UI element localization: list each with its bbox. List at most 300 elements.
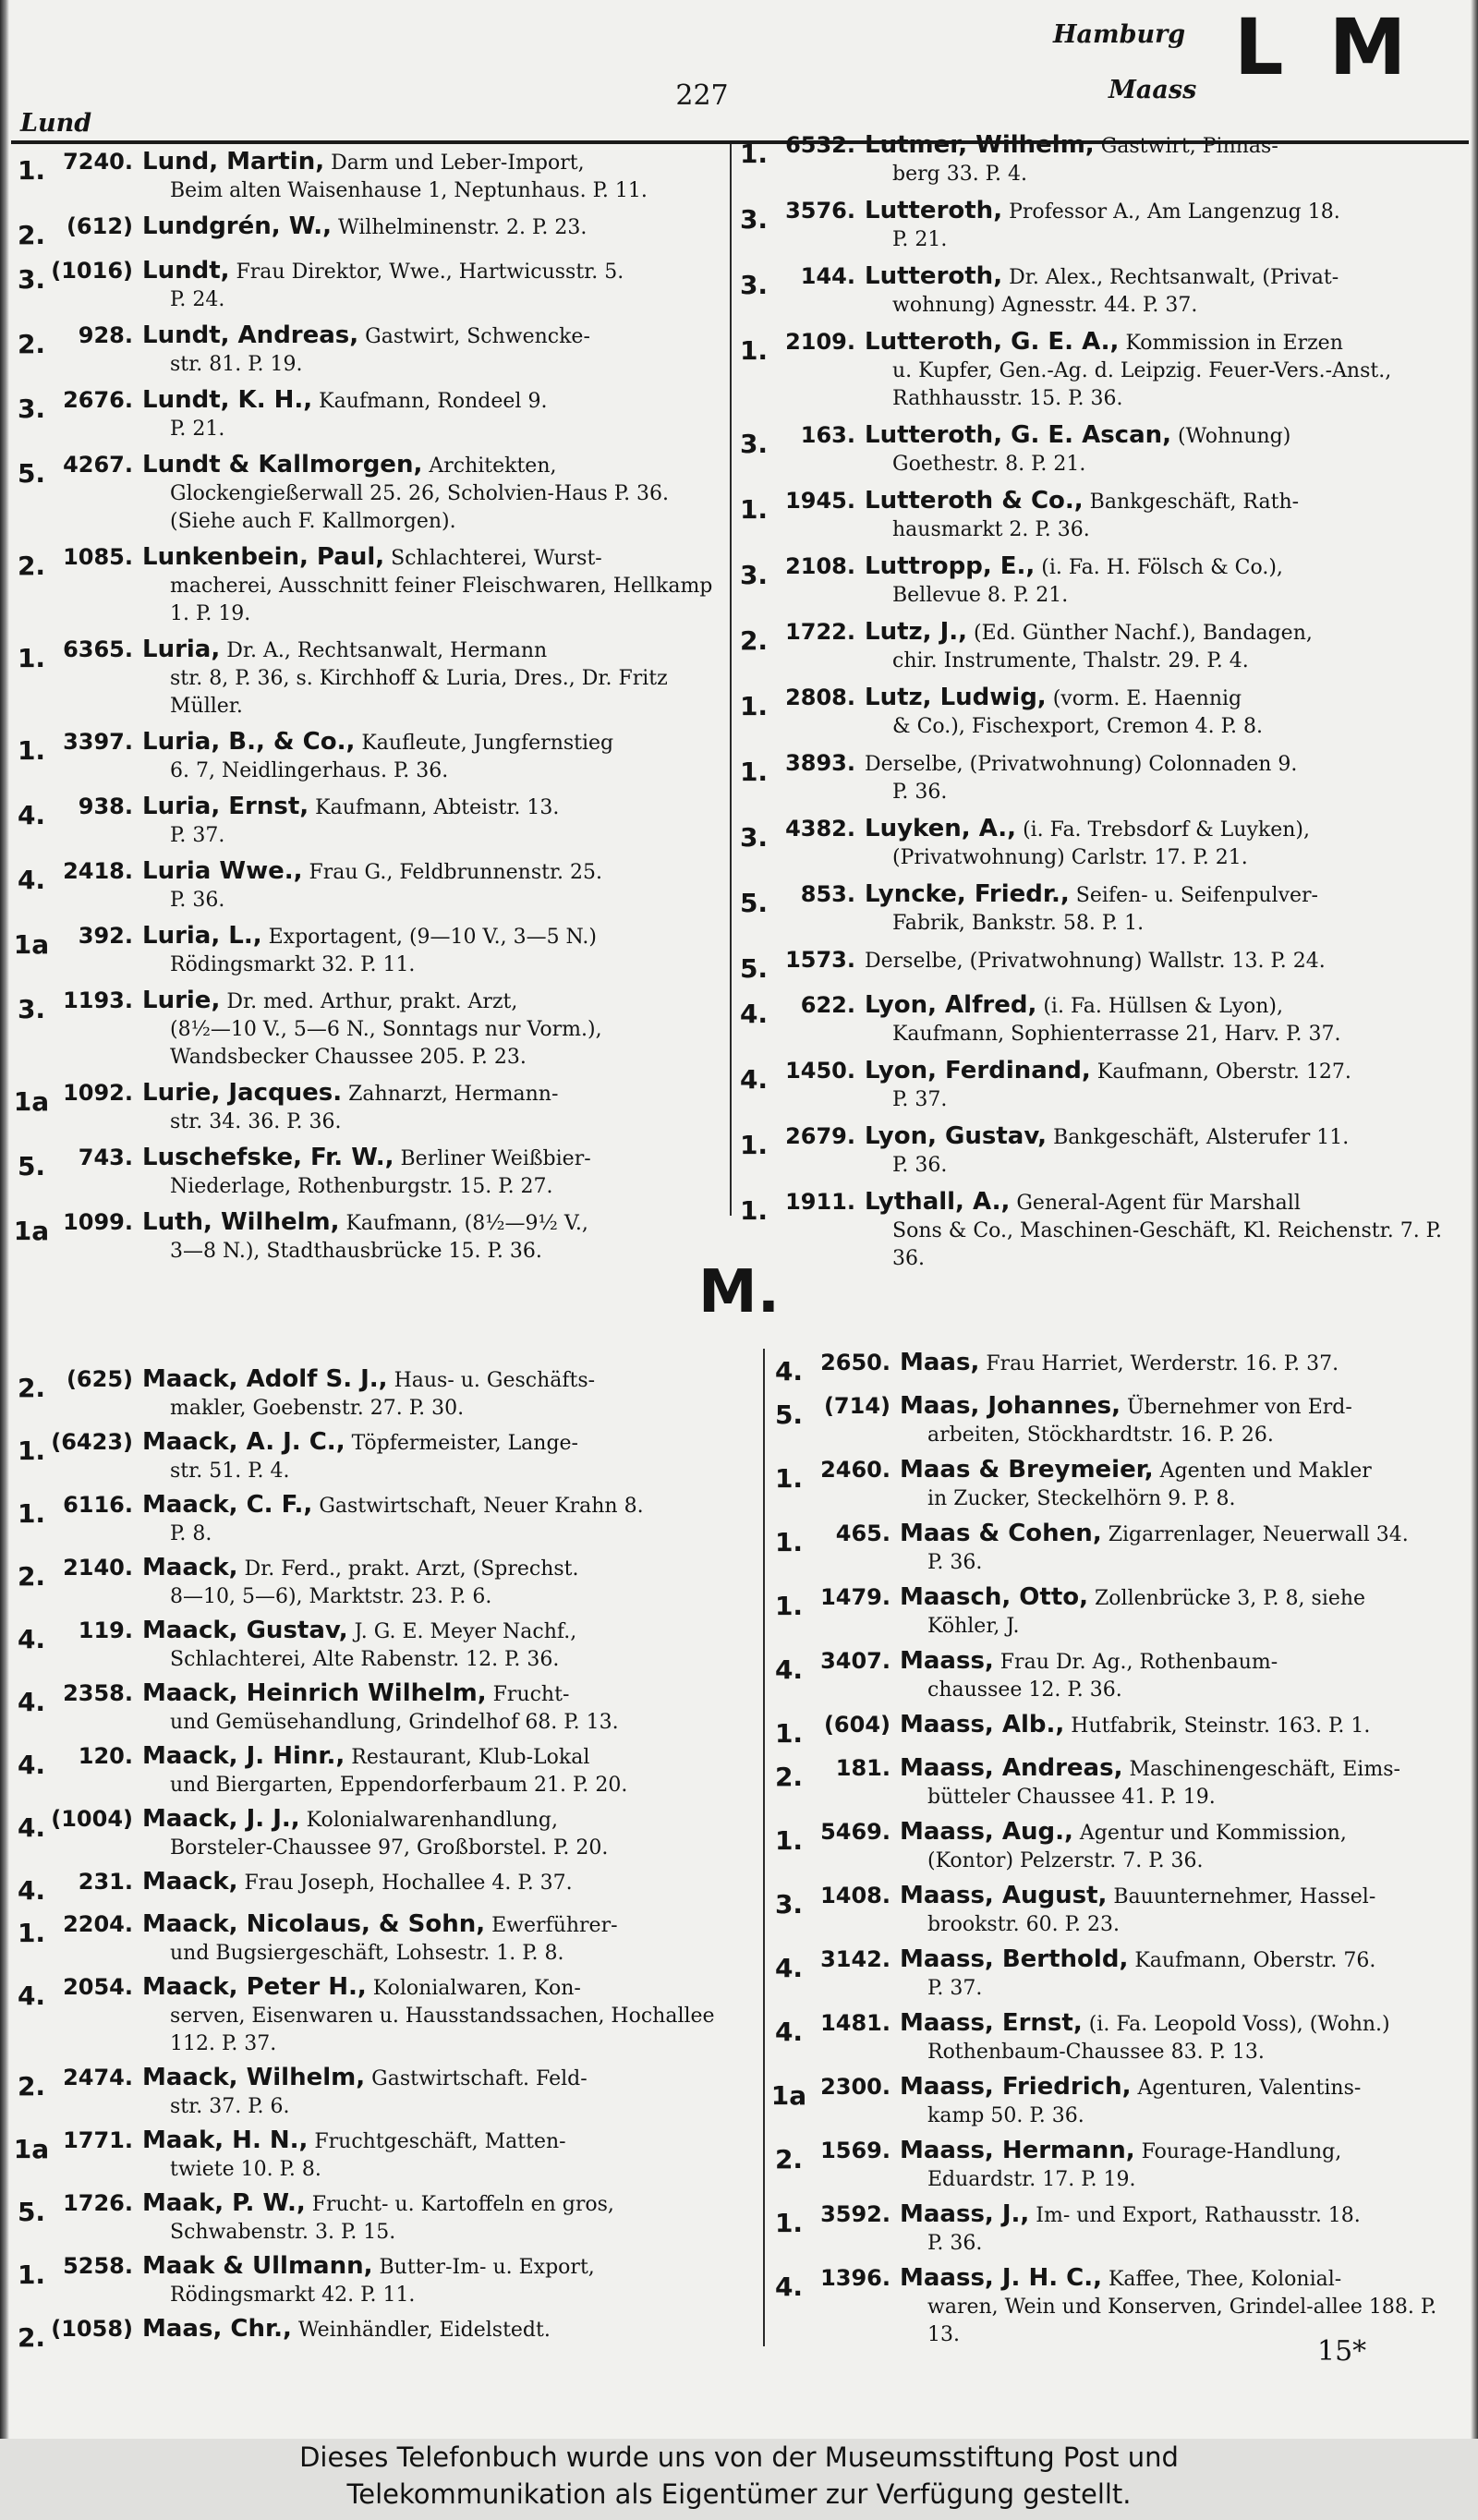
subscriber-name: Luria Wwe., (142, 857, 303, 885)
listing-continuation: Rothenbaum-Chaussee 83. P. 13. (927, 2041, 1265, 2064)
phone-number: 2204. (63, 1911, 133, 1937)
subscriber-name: Maak & Ullmann, (142, 2252, 373, 2280)
subscriber-name: Maack, J. J., (142, 1805, 300, 1833)
listing-details: Agenten und Makler (1159, 1460, 1372, 1483)
phone-number: 1569. (820, 2138, 890, 2163)
listing-continuation: arbeiten, Stöckhardtstr. 16. P. 26. (927, 1424, 1274, 1447)
listing-entry (13, 728, 717, 785)
phone-number: 2650. (820, 1350, 890, 1375)
phone-number: 3592. (820, 2201, 890, 2227)
subscriber-name: Lythall, A., (865, 1188, 1011, 1216)
phone-number: 1771. (63, 2127, 133, 2153)
listing-continuation: und Gemüsehandlung, Grindelhof 68. P. 13. (170, 1711, 619, 1734)
listing-continuation: (8½—10 V., 5—6 N., Sonntags nur Vorm.), Wandsbecker Chaussee 205. P. 23. (170, 1018, 602, 1069)
listing-entry (735, 421, 1465, 479)
phone-number: 231. (78, 1869, 133, 1895)
exchange-district: 1a (13, 2134, 50, 2164)
listing-body (142, 636, 717, 721)
phone-number: 1085. (63, 544, 133, 570)
listing-continuation: Niederlage, Rothenburgstr. 15. P. 27. (170, 1175, 553, 1198)
listing-entry (13, 1617, 752, 1674)
exchange-district: 4. (17, 1981, 46, 2011)
listing-entry (13, 1491, 752, 1548)
listing-details: Kaufmann, Oberstr. 127. (1096, 1060, 1351, 1084)
subscriber-name: Lutz, Ludwig, (865, 684, 1047, 711)
listing-details: Kommission in Erzen (1125, 332, 1343, 355)
listing-continuation: (Privatwohnung) Carlstr. 17. P. 21. (892, 846, 1248, 869)
exchange-district: 4. (739, 1064, 769, 1095)
exchange-district: 1a (13, 929, 50, 960)
subscriber-name: Lundt, Andreas, (142, 321, 359, 349)
subscriber-name: Maass, Friedrich, (900, 2073, 1132, 2101)
listing-body (142, 1079, 717, 1136)
listing-details: Kaufmann, Oberstr. 76. (1134, 1949, 1376, 1972)
phone-number: 4267. (63, 452, 133, 478)
listing-body (865, 328, 1465, 413)
listing-continuation: Rödingsmarkt 42. P. 11. (170, 2284, 416, 2307)
listing-details: Berliner Weißbier- (400, 1147, 591, 1170)
listing-continuation: und Bugsiergeschäft, Lohsestr. 1. P. 8. (170, 1942, 564, 1965)
subscriber-name: Maack, Heinrich Wilhelm, (142, 1679, 487, 1707)
listing-entry (13, 2064, 752, 2121)
section-letter: M. (698, 1258, 780, 1327)
listing-continuation: hausmarkt 2. P. 36. (892, 518, 1090, 541)
listing-details: Hutfabrik, Steinstr. 163. P. 1. (1071, 1714, 1371, 1738)
listing-body (900, 1520, 1465, 1577)
phone-number: 163. (800, 422, 855, 448)
subscriber-name: Lyon, Gustav, (865, 1122, 1048, 1150)
listing-body (142, 1617, 752, 1674)
exchange-district: 4. (17, 1812, 46, 1843)
exchange-district: 1. (739, 494, 769, 525)
exchange-district: 3. (739, 429, 769, 459)
listing-details: (Ed. Günther Nachf.), Bandagen, (974, 622, 1313, 645)
listing-continuation: Glockengießerwall 25. 26, Scholvien-Haus P. 36. (Siehe auch F. Kallmorgen). (170, 482, 670, 533)
listing-entry (13, 857, 717, 915)
exchange-district: 1. (17, 1498, 46, 1529)
subscriber-name: Lundt, (142, 257, 230, 285)
listing-entry (13, 1973, 752, 2058)
listing-details: Im- und Export, Rathausstr. 18. (1036, 2204, 1361, 2227)
exchange-district: 3. (17, 994, 46, 1024)
subscriber-name: Maack, A. J. C., (142, 1428, 345, 1456)
listing-details: Exportagent, (9—10 V., 3—5 N.) (268, 926, 597, 949)
listing-continuation: Eduardstr. 17. P. 19. (927, 2168, 1136, 2191)
listing-details: Bauunternehmer, Hassel- (1113, 1885, 1376, 1908)
phone-number: 2808. (785, 685, 855, 710)
subscriber-name: Lurie, Jacques. (142, 1079, 343, 1107)
listing-body (865, 131, 1465, 188)
listing-entry (13, 1868, 752, 1905)
listing-continuation: P. 21. (170, 418, 225, 441)
listing-body (142, 1910, 752, 1968)
subscriber-name: Maass, Alb., (900, 1711, 1065, 1739)
header-page-number: 227 (675, 79, 729, 112)
phone-number: 7240. (63, 149, 133, 175)
listing-continuation: P. 37. (927, 1977, 983, 2000)
exchange-district: 2. (17, 329, 46, 359)
subscriber-name: Maas & Cohen, (900, 1520, 1102, 1547)
phone-number: 465. (835, 1520, 890, 1546)
phone-number: (612) (66, 213, 133, 239)
phone-number: 743. (78, 1145, 133, 1170)
listing-continuation: str. 8, P. 36, s. Kirchhoff & Luria, Dres., Dr. Fritz Müller. (170, 667, 668, 718)
exchange-district: 4. (17, 1624, 46, 1654)
listing-continuation: in Zucker, Steckelhörn 9. P. 8. (927, 1487, 1236, 1510)
subscriber-name: Maass, Andreas, (900, 1754, 1123, 1782)
exchange-district: 4. (774, 2272, 804, 2302)
listing-details: Kaufmann, Rondeel 9. (319, 390, 548, 413)
listing-entry (735, 552, 1465, 610)
subscriber-name: Maack, (142, 1554, 238, 1581)
exchange-district: 5. (739, 953, 769, 984)
listing-continuation: str. 81. P. 19. (170, 353, 303, 376)
listing-details: Zahnarzt, Hermann- (348, 1083, 559, 1106)
listing-body (865, 618, 1465, 675)
listing-details: Wilhelminenstr. 2. P. 23. (338, 216, 588, 239)
phone-number: 6365. (63, 636, 133, 662)
listing-body (865, 991, 1465, 1048)
phone-number: 928. (78, 322, 133, 348)
listing-details: Dr. Ferd., prakt. Arzt, (Sprechst. (244, 1557, 579, 1581)
listing-body (142, 212, 717, 242)
listing-continuation: serven, Eisenwaren u. Hausstandssachen, Hochallee 112. P. 37. (170, 2005, 715, 2055)
listing-body (865, 946, 1465, 975)
listing-body (865, 421, 1465, 479)
listing-entry (13, 1208, 717, 1266)
listing-entry (770, 1392, 1465, 1449)
listing-details: Professor A., Am Langenzug 18. (1009, 200, 1340, 224)
listing-details: General-Agent für Marshall (1016, 1192, 1301, 1215)
listing-details: Architekten, (429, 454, 557, 478)
subscriber-name: Maass, Aug., (900, 1818, 1073, 1846)
phone-number: 119. (78, 1617, 133, 1643)
phone-number: 2300. (820, 2074, 890, 2100)
subscriber-name: Lundgrén, W., (142, 212, 333, 240)
listing-continuation: 6. 7, Neidlingerhaus. P. 36. (170, 759, 449, 782)
listing-entry (735, 1188, 1465, 1273)
subscriber-name: Lyncke, Friedr., (865, 880, 1070, 908)
listing-entry (13, 257, 717, 314)
phone-number: 6532. (785, 132, 855, 158)
subscriber-name: Lund, Martin, (142, 148, 325, 176)
exchange-district: 3. (774, 1889, 804, 1920)
listing-continuation: P. 37. (892, 1088, 948, 1111)
phone-number: 1573. (785, 947, 855, 973)
listing-body (142, 321, 717, 379)
listing-body (865, 262, 1465, 320)
listing-entry (13, 2126, 752, 2184)
listing-body (142, 2126, 752, 2184)
listing-body (142, 257, 717, 314)
listing-body (865, 684, 1465, 741)
listing-entry (735, 991, 1465, 1048)
listing-continuation: Rödingsmarkt 32. P. 11. (170, 953, 416, 976)
left-column-top-listings (13, 148, 717, 1266)
subscriber-name: Maack, (142, 1868, 238, 1896)
subscriber-name: Lutteroth, G. E. Ascan, (865, 421, 1172, 449)
listing-details: Kolonialwarenhandlung, (306, 1809, 558, 1832)
listing-continuation: Kaufmann, Sophienterrasse 21, Harv. P. 37. (892, 1023, 1341, 1046)
exchange-district: 4. (774, 1953, 804, 1983)
phone-number: 2460. (820, 1457, 890, 1483)
listing-entry (13, 636, 717, 721)
phone-number: 181. (835, 1755, 890, 1781)
exchange-district: 4. (17, 865, 46, 895)
phone-number: 622. (800, 992, 855, 1018)
listing-body (142, 1491, 752, 1548)
phone-number: (1004) (51, 1806, 133, 1832)
listing-details: Haus- u. Geschäfts- (394, 1369, 596, 1392)
exchange-district: 4. (774, 1654, 804, 1685)
listing-body (142, 1428, 752, 1485)
listing-entry (770, 1711, 1465, 1748)
subscriber-name: Lyon, Ferdinand, (865, 1057, 1091, 1084)
subscriber-name: Luria, B., & Co., (142, 728, 356, 756)
header-city: Hamburg (1053, 20, 1186, 49)
listing-entry (770, 1818, 1465, 1875)
footer-notice (0, 2439, 1478, 2520)
subscriber-name: Maass, Hermann, (900, 2137, 1135, 2164)
listing-details: Kaffee, Thee, Kolonial- (1108, 2268, 1342, 2291)
listing-entry (735, 262, 1465, 320)
listing-entry (13, 1428, 752, 1485)
subscriber-name: Luyken, A., (865, 815, 1017, 842)
listing-continuation: Schlachterei, Alte Rabenstr. 12. P. 36. (170, 1648, 560, 1671)
exchange-district: 4. (17, 800, 46, 830)
listing-body (900, 1711, 1465, 1740)
subscriber-name: Maas & Breymeier, (900, 1456, 1154, 1484)
exchange-district: 4. (739, 999, 769, 1029)
listing-details: Kaufmann, Abteistr. 13. (315, 796, 560, 819)
listing-entry (13, 386, 717, 443)
exchange-district: 1. (774, 1527, 804, 1557)
listing-entry (13, 2315, 752, 2352)
subscriber-name: Lyon, Alfred, (865, 991, 1037, 1019)
listing-body (900, 2137, 1465, 2194)
listing-details: Fourage-Handlung, (1141, 2140, 1342, 2163)
exchange-district: 3. (739, 270, 769, 300)
listing-continuation: und Biergarten, Eppendorferbaum 21. P. 20. (170, 1774, 628, 1797)
listing-continuation: P. 36. (892, 781, 948, 804)
exchange-district: 1. (17, 643, 46, 673)
listing-body (865, 1188, 1465, 1273)
listing-details: Zollenbrücke 3, P. 8, siehe (1095, 1587, 1366, 1610)
listing-body (142, 793, 717, 850)
subscriber-name: Lutteroth, (865, 262, 1003, 290)
exchange-district: 3. (17, 394, 46, 424)
listing-entry (13, 2189, 752, 2247)
exchange-district: 2. (17, 1561, 46, 1592)
phone-number: 1945. (785, 488, 855, 514)
listing-body (865, 815, 1465, 872)
listing-continuation: 8—10, 5—6), Marktstr. 23. P. 6. (170, 1585, 492, 1608)
listing-body (142, 1144, 717, 1201)
listing-body (142, 987, 717, 1072)
listing-entry (770, 2073, 1465, 2130)
listing-continuation: str. 34. 36. P. 36. (170, 1110, 342, 1133)
listing-body (900, 1818, 1465, 1875)
subscriber-name: Luria, L., (142, 922, 262, 950)
phone-number: 144. (800, 263, 855, 289)
listing-body (142, 1365, 752, 1423)
listing-details: J. G. E. Meyer Nachf., (354, 1620, 577, 1643)
exchange-district: 5. (774, 1399, 804, 1430)
phone-number: 1479. (820, 1584, 890, 1610)
listing-details: Bankgeschäft, Rath- (1089, 491, 1300, 514)
listing-entry (735, 946, 1465, 983)
subscriber-name: Lurie, (142, 987, 221, 1014)
listing-continuation: kamp 50. P. 36. (927, 2104, 1084, 2127)
subscriber-name: Maack, Nicolaus, & Sohn, (142, 1910, 486, 1938)
listing-details: Gastwirt, Schwencke- (365, 325, 590, 348)
listing-details: Ewerführer- (491, 1914, 618, 1937)
listing-body (865, 487, 1465, 544)
listing-body (142, 543, 717, 628)
listing-details: Töpfermeister, Lange- (351, 1432, 578, 1455)
listing-body (142, 2252, 752, 2309)
subscriber-name: Maas, (900, 1349, 980, 1376)
listing-entry (735, 880, 1465, 938)
listing-details: Derselbe, (Privatwohnung) Wallstr. 13. P. 24. (865, 950, 1326, 973)
listing-continuation: chir. Instrumente, Thalstr. 29. P. 4. (892, 649, 1249, 672)
header-right-keyword: Maass (1108, 76, 1197, 104)
subscriber-name: Maass, Ernst, (900, 2009, 1083, 2037)
phone-number: 3142. (820, 1946, 890, 1972)
listing-entry (735, 197, 1465, 254)
listing-details: Bankgeschäft, Alsterufer 11. (1053, 1126, 1350, 1149)
phone-number: (714) (823, 1393, 890, 1419)
exchange-district: 2. (17, 220, 46, 250)
listing-entry (735, 618, 1465, 675)
listing-continuation: Köhler, J. (927, 1615, 1020, 1638)
listing-entry (770, 1349, 1465, 1386)
exchange-district: 1. (774, 1718, 804, 1749)
subscriber-name: Luria, (142, 636, 221, 663)
listing-continuation: & Co.), Fischexport, Cremon 4. P. 8. (892, 715, 1263, 738)
subscriber-name: Maas, Johannes, (900, 1392, 1121, 1420)
phone-number: (625) (66, 1366, 133, 1392)
listing-entry (735, 815, 1465, 872)
listing-continuation: waren, Wein und Konserven, Grindel-allee 188. P. 13. (927, 2296, 1437, 2346)
exchange-district: 1. (774, 1825, 804, 1856)
exchange-district: 4. (17, 1875, 46, 1906)
listing-entry (770, 1456, 1465, 1513)
exchange-district: 1a (770, 2080, 807, 2111)
phone-number: 4382. (785, 816, 855, 842)
phone-number: 5469. (820, 1819, 890, 1845)
subscriber-name: Maas, Chr., (142, 2315, 292, 2343)
listing-continuation: Bellevue 8. P. 21. (892, 584, 1069, 607)
subscriber-name: Maack, Peter H., (142, 1973, 367, 2001)
phone-number: 392. (78, 923, 133, 949)
listing-entry (13, 922, 717, 979)
listing-entry (13, 1679, 752, 1737)
phone-number: 853. (800, 881, 855, 907)
listing-entry (735, 1122, 1465, 1180)
listing-details: Frucht- u. Kartoffeln en gros, (311, 2193, 614, 2216)
listing-entry (770, 2009, 1465, 2066)
listing-body (865, 1122, 1465, 1180)
phone-number: (604) (823, 1712, 890, 1738)
listing-details: Gastwirt, Pinnas- (1100, 135, 1278, 158)
exchange-district: 1a (13, 1216, 50, 1246)
subscriber-name: Lutmer, Wilhelm, (865, 131, 1095, 159)
listing-body (900, 1456, 1465, 1513)
phone-number: 2679. (785, 1123, 855, 1149)
listing-body (142, 148, 717, 205)
phone-number: 2108. (785, 553, 855, 579)
listing-continuation: str. 37. P. 6. (170, 2095, 290, 2118)
exchange-district: 2. (17, 2071, 46, 2102)
phone-number: (1058) (51, 2316, 133, 2342)
listing-details: Gastwirtschaft, Neuer Krahn 8. (319, 1495, 644, 1518)
listing-entry (770, 2200, 1465, 2258)
listing-entry (13, 321, 717, 379)
exchange-district: 1. (739, 139, 769, 169)
listing-details: Maschinengeschäft, Eims- (1129, 1758, 1400, 1781)
listing-entry (13, 451, 717, 536)
listing-body (865, 552, 1465, 610)
listing-entry (13, 987, 717, 1072)
subscriber-name: Maass, Berthold, (900, 1945, 1129, 1973)
subscriber-name: Lundt, K. H., (142, 386, 313, 414)
listing-continuation: P. 36. (892, 1154, 948, 1177)
phone-number: 1396. (820, 2265, 890, 2291)
exchange-district: 1. (774, 1463, 804, 1494)
listing-entry (770, 1583, 1465, 1641)
subscriber-name: Maass, J. H. C., (900, 2264, 1102, 2292)
phone-number: 5258. (63, 2253, 133, 2279)
listing-entry (735, 487, 1465, 544)
listing-entry (13, 1910, 752, 1968)
phone-number: 1408. (820, 1883, 890, 1908)
exchange-district: 1. (739, 1130, 769, 1160)
listing-details: Seifen- u. Seifenpulver- (1075, 884, 1318, 907)
subscriber-name: Maasch, Otto, (900, 1583, 1088, 1611)
phone-number: 1099. (63, 1209, 133, 1235)
listing-body (865, 880, 1465, 938)
listing-body (865, 197, 1465, 254)
exchange-district: 4. (774, 1356, 804, 1387)
exchange-district: 4. (17, 1687, 46, 1717)
subscriber-name: Luth, Wilhelm, (142, 1208, 340, 1236)
subscriber-name: Lutteroth, G. E. A., (865, 328, 1120, 356)
listing-body (142, 1868, 752, 1897)
listing-continuation: 3—8 N.), Stadthausbrücke 15. P. 36. (170, 1240, 542, 1263)
listing-details: Gastwirtschaft. Feld- (371, 2067, 588, 2090)
listing-body (900, 1583, 1465, 1641)
listing-details: Schlachterei, Wurst- (391, 547, 602, 570)
listing-continuation: macherei, Ausschnitt feiner Fleischwaren, Hellkamp 1. P. 19. (170, 575, 713, 625)
listing-entry (770, 1754, 1465, 1811)
listing-entry (13, 148, 717, 205)
listing-body (900, 1882, 1465, 1939)
listing-continuation: P. 8. (170, 1522, 212, 1545)
page-edge-right (1471, 0, 1478, 2439)
exchange-district: 2. (17, 1373, 46, 1403)
listing-details: Frau Joseph, Hochallee 4. P. 37. (244, 1872, 573, 1895)
listing-entry (13, 1554, 752, 1611)
listing-body (865, 1057, 1465, 1114)
listing-details: (i. Fa. Leopold Voss), (Wohn.) (1088, 2013, 1390, 2036)
subscriber-name: Maack, Wilhelm, (142, 2064, 366, 2091)
listing-entry (735, 749, 1465, 806)
listing-entry (13, 1742, 752, 1799)
listing-details: Restaurant, Klub-Lokal (351, 1746, 590, 1769)
listing-details: Frucht- (492, 1683, 570, 1706)
listing-entry (770, 1945, 1465, 2003)
